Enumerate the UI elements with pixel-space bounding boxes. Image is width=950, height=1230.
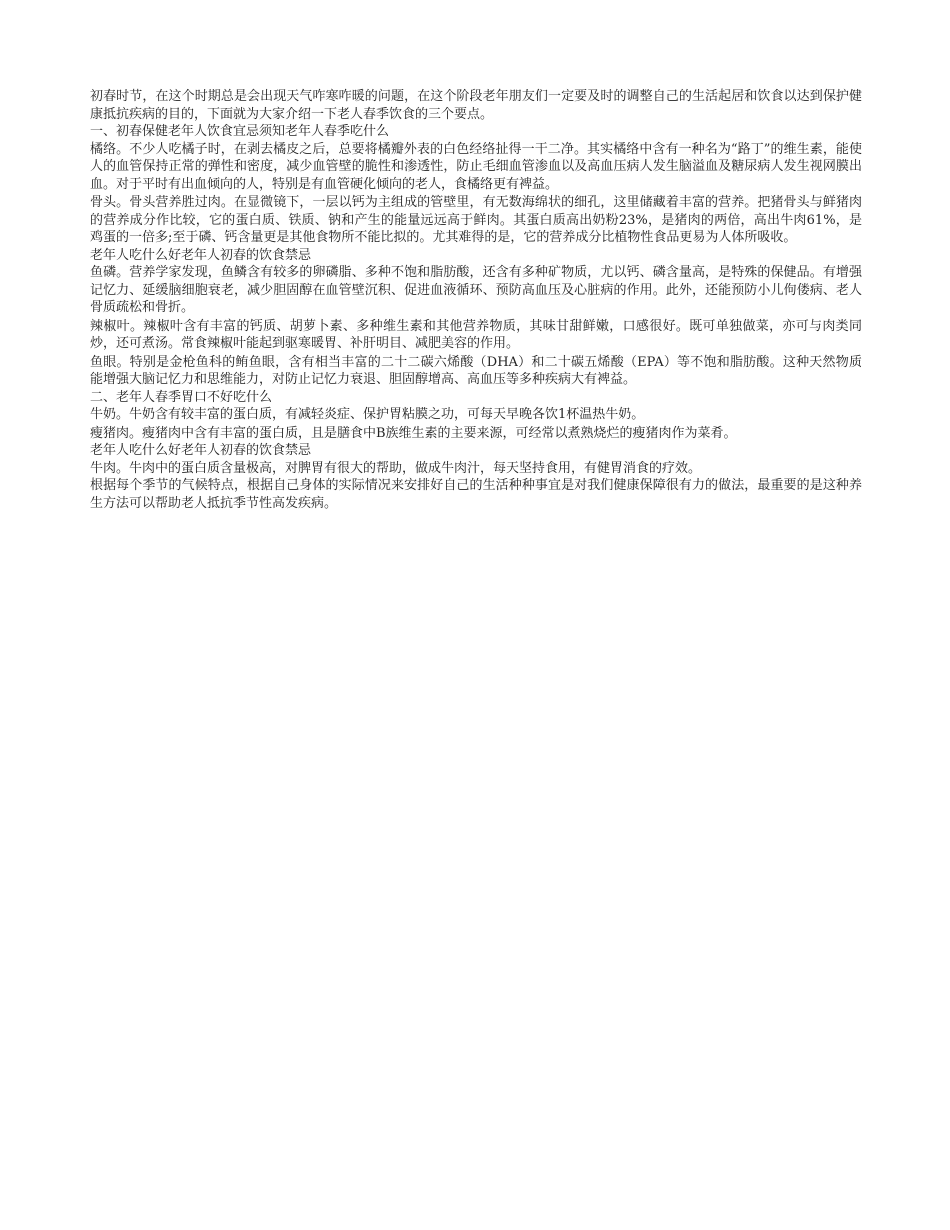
section-heading-1: 一、初春保健老年人饮食宜忌须知老年人春季吃什么 <box>90 124 390 139</box>
conclusion-paragraph: 根据每个季节的气候特点，根据自己身体的实际情况来安排好自己的生活种种事宜是对我们健康保障很有力的做法，最重要的是这种养生方法可以帮助老人抵抗季节性高发疾病。 <box>90 478 862 511</box>
section-heading-2: 二、老年人春季胃口不好吃什么 <box>90 389 273 405</box>
document-body <box>90 88 862 512</box>
intro-paragraph: 初春时节，在这个时期总是会出现天气咋寒咋暖的问题，在这个阶段老年朋友们一定要及时的调整自己的生活起居和饮食以达到保护健康抵抗疾病的目的，下面就为大家介绍一下老人春季饮食的三个要点。 <box>90 89 862 122</box>
paragraph-fish-eye: 鱼眼。特别是金枪鱼科的鲔鱼眼，含有相当丰富的二十二碳六烯酸（DHA）和二十碳五烯酸（EPA）等不饱和脂肪酸。这种天然物质能增强大脑记忆力和思维能力，对防止记忆力衰退、胆固醇增高、高血压等多种疾病大有裨益。 <box>90 354 862 387</box>
paragraph-milk: 牛奶。牛奶含有较丰富的蛋白质，有减轻炎症、保护胃粘膜之功，可每天早晚各饮1杯温热牛奶。 <box>90 407 645 422</box>
paragraph-bone: 骨头。骨头营养胜过肉。在显微镜下，一层以钙为主组成的管壁里，有无数海绵状的细孔，这里储藏着丰富的营养。把猪骨头与鲜猪肉的营养成分作比较，它的蛋白质、铁质、钠和产生的能量远远高于鲜肉。其蛋白质高出奶粉23%，是猪肉的两倍，高出牛肉61%，是鸡蛋的一倍多;至于磷、钙含量更是其他食物所不能比拟的。尤其难得的是，它的营养成分比植物性食品更易为人体所吸收。 <box>90 195 862 245</box>
paragraph-orange-pith: 橘络。不少人吃橘子时，在剥去橘皮之后，总要将橘瓣外表的白色经络扯得一干二净。其实橘络中含有一种名为“路丁”的维生素，能使人的血管保持正常的弹性和密度，减少血管壁的脆性和渗透性，防止毛细血管渗血以及高血压病人发生脑溢血及糖尿病人发生视网膜出血。对于平时有出血倾向的人，特别是有血管硬化倾向的老人，食橘络更有裨益。 <box>90 141 862 192</box>
subheading-food-taboos-repeat: 老年人吃什么好老年人初春的饮食禁忌 <box>90 443 312 458</box>
paragraph-fish-scale: 鱼磷。营养学家发现，鱼鳞含有较多的卵磷脂、多种不饱和脂肪酸，还含有多种矿物质，尤以钙、磷含量高，是特殊的保健品。有增强记忆力、延缓脑细胞衰老，减少胆固醇在血管壁沉积、促进血液循环、预防高血压及心脏病的作用。此外，还能预防小儿佝偻病、老人骨质疏松和骨折。 <box>90 265 862 315</box>
subheading-food-taboos: 老年人吃什么好老年人初春的饮食禁忌 <box>90 247 312 263</box>
paragraph-pepper-leaf: 辣椒叶。辣椒叶含有丰富的钙质、胡萝卜素、多种维生素和其他营养物质，其味甘甜鲜嫩，口感很好。既可单独做菜，亦可与肉类同炒，还可煮汤。常食辣椒叶能起到驱寒暖胃、补肝明目、减肥美容的作用。 <box>90 318 862 351</box>
paragraph-lean-pork: 瘦猪肉。瘦猪肉中含有丰富的蛋白质，且是膳食中B族维生素的主要来源，可经常以煮熟烧烂的瘦猪肉作为菜肴。 <box>90 425 737 441</box>
paragraph-beef: 牛肉。牛肉中的蛋白质含量极高，对脾胃有很大的帮助，做成牛肉汁，每天坚持食用，有健胃消食的疗效。 <box>90 460 702 476</box>
